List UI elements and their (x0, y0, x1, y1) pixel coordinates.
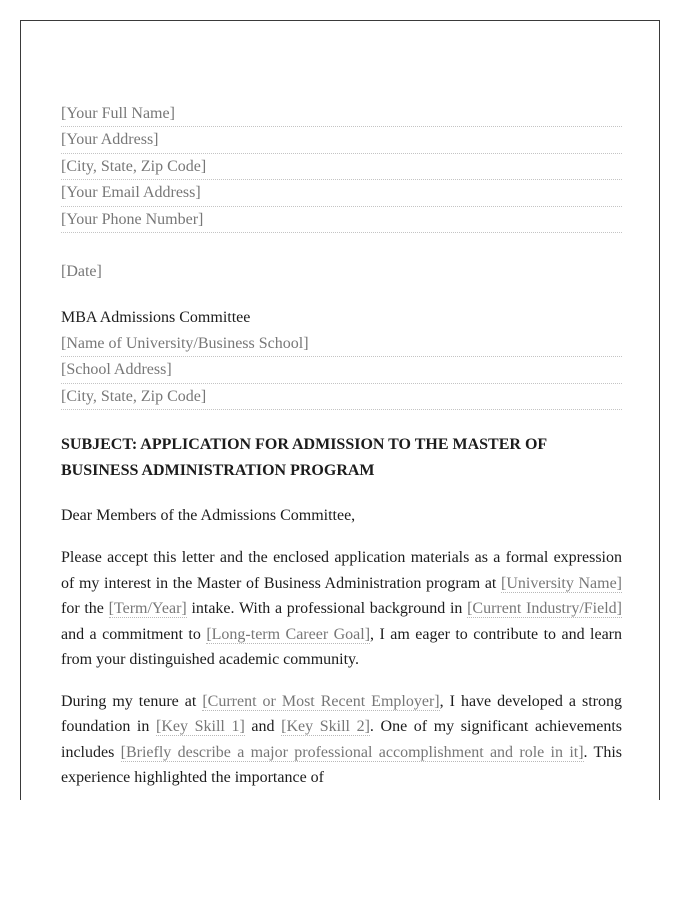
paragraph-experience (61, 689, 622, 791)
sender-phone[interactable]: [Your Phone Number] (61, 207, 622, 233)
paragraph-text: . This experience highlighted the importance of (61, 743, 622, 787)
sender-full-name[interactable]: [Your Full Name] (61, 101, 622, 127)
paragraph-text: During my tenure at (61, 692, 203, 710)
placeholder-term-year[interactable]: [Term/Year] (108, 600, 187, 618)
paragraph-text: and a commitment to (61, 625, 207, 643)
paragraph-text: and (244, 718, 282, 736)
paragraph-text: for the (61, 600, 109, 618)
recipient-city-state-zip[interactable]: [City, State, Zip Code] (61, 384, 622, 410)
sender-email[interactable]: [Your Email Address] (61, 180, 622, 206)
subject-line: SUBJECT: APPLICATION FOR ADMISSION TO THE MASTER OF BUSINESS ADMINISTRATION PROGRAM (61, 436, 547, 480)
paragraph-text: , I am eager to contribute to and learn from your distinguished academic community. (61, 625, 622, 669)
recipient-committee: MBA Admissions Committee (61, 308, 251, 326)
salutation: Dear Members of the Admissions Committee, (61, 507, 356, 525)
sender-address[interactable]: [Your Address] (61, 127, 622, 153)
page-below-area (0, 800, 700, 900)
paragraph-text: , I have developed a strong foundation in (61, 692, 623, 736)
placeholder-accomplishment[interactable]: [Briefly describe a major professional accomplishment and role in it] (120, 743, 584, 761)
recipient-school-address[interactable]: [School Address] (61, 357, 622, 383)
placeholder-employer[interactable]: [Current or Most Recent Employer] (202, 692, 440, 710)
letter-page (20, 20, 660, 800)
placeholder-current-industry[interactable]: [Current Industry/Field] (467, 600, 622, 618)
recipient-school-name[interactable]: [Name of University/Business School] (61, 331, 622, 357)
placeholder-key-skill-1[interactable]: [Key Skill 1] (156, 718, 245, 736)
paragraph-text: intake. With a professional background in (186, 600, 468, 618)
letter-date[interactable]: [Date] (61, 262, 102, 280)
paragraph-text: Please accept this letter and the enclosed application materials as a formal expression of my interest in the Master of Business Administration program at (61, 549, 622, 592)
placeholder-university-name[interactable]: [University Name] (500, 574, 623, 592)
placeholder-career-goal[interactable]: [Long-term Career Goal] (206, 625, 371, 643)
paragraph-text: . One of my significant achievements includes (61, 718, 623, 761)
letter-content (61, 101, 622, 791)
placeholder-key-skill-2[interactable]: [Key Skill 2] (281, 718, 370, 736)
paragraph-intro (61, 545, 622, 673)
sender-city-state-zip[interactable]: [City, State, Zip Code] (61, 154, 622, 180)
